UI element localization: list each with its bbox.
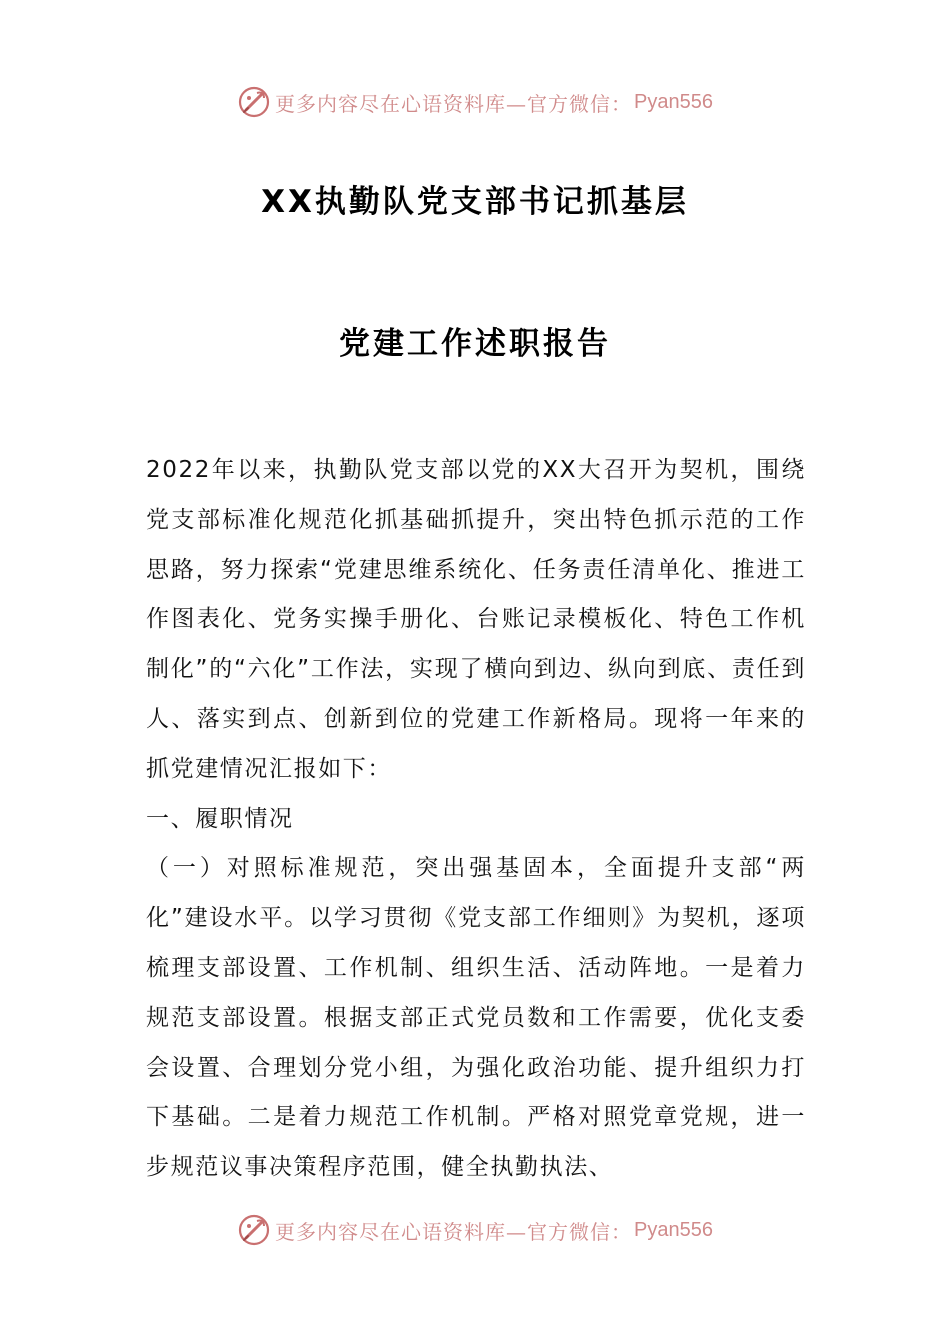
- document-body: [146, 446, 806, 1193]
- document-title-line-2: 党建工作述职报告: [339, 326, 611, 362]
- pen-logo-icon: [237, 1213, 271, 1247]
- intro-paragraph: 2022年以来，执勤队党支部以党的XX大召开为契机，围绕党支部标准化规范化抓基础抓提升，突出特色抓示范的工作思路，努力探索“党建思维系统化、任务责任清单化、推进工作图表化、党务实操手册化、台账记录模板化、特色工作机制化”的“六化”工作法，实现了横向到边、纵向到底、责任到人、落实到点、创新到位的党建工作新格局。现将一年来的抓党建情况汇报如下：: [146, 457, 806, 782]
- watermark-wechat-id: Pyan556: [634, 1218, 713, 1241]
- watermark-footer: [0, 1210, 950, 1250]
- pen-logo-icon: [237, 85, 271, 119]
- section-1-paragraph: （一）对照标准规范，突出强基固本，全面提升支部“两化”建设水平。以学习贯彻《党支部工作细则》为契机，逐项梳理支部设置、工作机制、组织生活、活动阵地。一是着力规范支部设置。根据支部正式党员数和工作需要，优化支委会设置、合理划分党小组，为强化政治功能、提升组织力打下基础。二是着力规范工作机制。严格对照党章党规，进一步规范议事决策程序范围，健全执勤执法、: [146, 855, 806, 1181]
- section-heading-1: 一、履职情况: [146, 805, 294, 832]
- watermark-text: 更多内容尽在心语资料库: [275, 91, 507, 116]
- watermark-dash-text: —官方微信：: [506, 91, 633, 116]
- watermark-header: [0, 82, 950, 122]
- watermark-text: 更多内容尽在心语资料库: [275, 1219, 507, 1244]
- watermark-wechat-id: Pyan556: [634, 90, 713, 113]
- watermark-dash-text: —官方微信：: [506, 1219, 633, 1244]
- document-title-line-1: XX执勤队党支部书记抓基层: [261, 184, 689, 220]
